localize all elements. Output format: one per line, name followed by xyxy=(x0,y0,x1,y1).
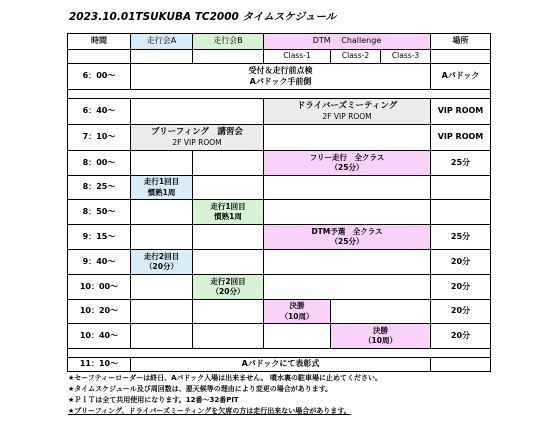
page-title: 2023.10.01TSUKUBA TC2000 タイムスケジュール xyxy=(69,11,337,23)
event-b-run2-line1: 走行2回目 xyxy=(210,276,246,286)
event-free-run-line1: フリー走行 全クラス xyxy=(309,152,385,162)
event-a-run2 xyxy=(130,249,193,275)
event-final-class23-line1: 決勝 xyxy=(373,325,388,335)
event-final-class1 xyxy=(263,299,331,324)
note-text: ★セーフティーローダーは終日、Aパドック入場は出来ません。 噴水裏の駐車場に止めてください。 xyxy=(68,374,382,382)
event-final-class1-line2: （10周） xyxy=(280,311,314,321)
empty-cell xyxy=(192,150,264,176)
event-a-run1-line1: 走行1回目 xyxy=(143,177,180,187)
note-text: ★ＰＩＴは全て共用使用になります。12番～32番PIT xyxy=(68,396,239,404)
header-place: 場所 xyxy=(430,33,491,50)
header-class-1: Class-1 xyxy=(263,49,331,64)
event-a-run2-line2: （20分） xyxy=(145,262,178,271)
time-cell: 10：40～ xyxy=(67,323,131,349)
note-text: ★タイムスケジュール及び周回数は、悪天候等の理由により変更の場合があります。 xyxy=(68,385,333,393)
event-qualifying-line2: （25分） xyxy=(330,237,364,246)
empty-cell xyxy=(263,274,431,300)
place-cell: VIP ROOM xyxy=(430,98,491,125)
event-b-run1-line2: 慣熟1周 xyxy=(214,212,242,221)
time-cell: 9：15～ xyxy=(67,224,131,250)
empty-cell xyxy=(192,249,264,275)
empty-cell xyxy=(130,323,193,349)
place-cell xyxy=(430,357,491,372)
event-briefing-line1: ブリーフィング 講習会 xyxy=(151,126,243,137)
event-drivers-meeting-line1: ドライバーズミーティング xyxy=(296,100,398,111)
place-cell xyxy=(430,175,491,200)
header-time: 時間 xyxy=(67,33,131,50)
event-free-run xyxy=(263,150,431,176)
time-cell: 11：10～ xyxy=(67,357,131,372)
place-cell: Aパドック xyxy=(430,63,491,90)
place-cell: 20分 xyxy=(430,323,491,349)
header-session-a: 走行会A xyxy=(130,33,193,50)
event-b-run2-line2: （20分） xyxy=(211,287,245,296)
empty-cell xyxy=(130,274,193,300)
event-b-run2 xyxy=(192,274,264,300)
place-cell: 25分 xyxy=(430,224,491,250)
event-award-ceremony: Aパドックにて表彰式 xyxy=(130,357,431,372)
empty-cell xyxy=(263,199,431,225)
header-class-3: Class-3 xyxy=(380,49,431,64)
place-cell: VIP ROOM xyxy=(430,124,491,151)
event-drivers-meeting xyxy=(263,98,431,125)
event-a-run1 xyxy=(130,175,193,200)
empty-cell xyxy=(263,175,431,200)
event-reception-line1: 受付＆走行前点検 xyxy=(248,65,313,75)
header-session-b: 走行会B xyxy=(192,33,264,50)
event-b-run1 xyxy=(192,199,264,225)
event-final-class1-line1: 決勝 xyxy=(289,301,305,311)
header-dtm: DTM Challenge xyxy=(263,33,431,50)
empty-cell xyxy=(263,124,431,151)
empty-cell xyxy=(263,249,431,275)
header-blank-a xyxy=(130,49,193,64)
event-drivers-meeting-line2: 2F VIP ROOM xyxy=(322,112,372,122)
place-cell: 20分 xyxy=(430,249,491,275)
time-cell: 10：00～ xyxy=(67,274,131,300)
event-reception-line2: Aパドック手前側 xyxy=(249,76,312,86)
event-free-run-line2: （25分） xyxy=(330,163,364,172)
event-briefing xyxy=(130,124,264,151)
place-cell: 20分 xyxy=(430,274,491,300)
event-a-run1-line2: 慣熟1周 xyxy=(147,187,176,197)
empty-cell xyxy=(130,224,193,250)
event-a-run2-line1: 走行2回目 xyxy=(143,251,180,261)
time-cell: 10：20～ xyxy=(67,299,131,324)
place-cell xyxy=(430,199,491,225)
header-blank-place xyxy=(430,49,491,64)
empty-cell xyxy=(130,299,193,324)
empty-cell xyxy=(130,150,193,176)
empty-cell xyxy=(192,323,264,349)
time-cell: 6：40～ xyxy=(67,98,131,125)
time-cell: 8：00～ xyxy=(67,150,131,176)
empty-cell xyxy=(192,299,264,324)
event-briefing-line2: 2F VIP ROOM xyxy=(172,138,222,148)
header-blank-time xyxy=(67,49,131,64)
event-final-class23-line2: （10周） xyxy=(364,336,397,345)
empty-cell xyxy=(130,199,193,225)
place-cell: 20分 xyxy=(430,299,491,324)
time-cell: 6：00～ xyxy=(67,63,131,90)
time-cell: 8：50～ xyxy=(67,199,131,225)
event-reception xyxy=(130,63,431,90)
time-cell: 8：25～ xyxy=(67,175,131,200)
empty-cell xyxy=(192,224,264,250)
event-final-class23 xyxy=(330,323,431,349)
empty-cell xyxy=(192,175,264,200)
time-cell: 7：10～ xyxy=(67,124,131,151)
empty-cell xyxy=(330,299,431,324)
event-b-run1-line1: 走行1回目 xyxy=(210,201,246,211)
event-qualifying xyxy=(263,224,431,250)
event-qualifying-line1: DTM予選 全クラス xyxy=(311,226,383,236)
note-text: ★ブリーフィング、ドライバーズミーティングを欠席の方は走行出来ない場合があります。 xyxy=(68,407,351,415)
empty-cell xyxy=(263,323,331,349)
header-blank-b xyxy=(192,49,264,64)
header-class-2: Class-2 xyxy=(330,49,381,64)
place-cell: 25分 xyxy=(430,150,491,176)
empty-cell xyxy=(130,98,264,125)
time-cell: 9：40～ xyxy=(67,249,131,275)
